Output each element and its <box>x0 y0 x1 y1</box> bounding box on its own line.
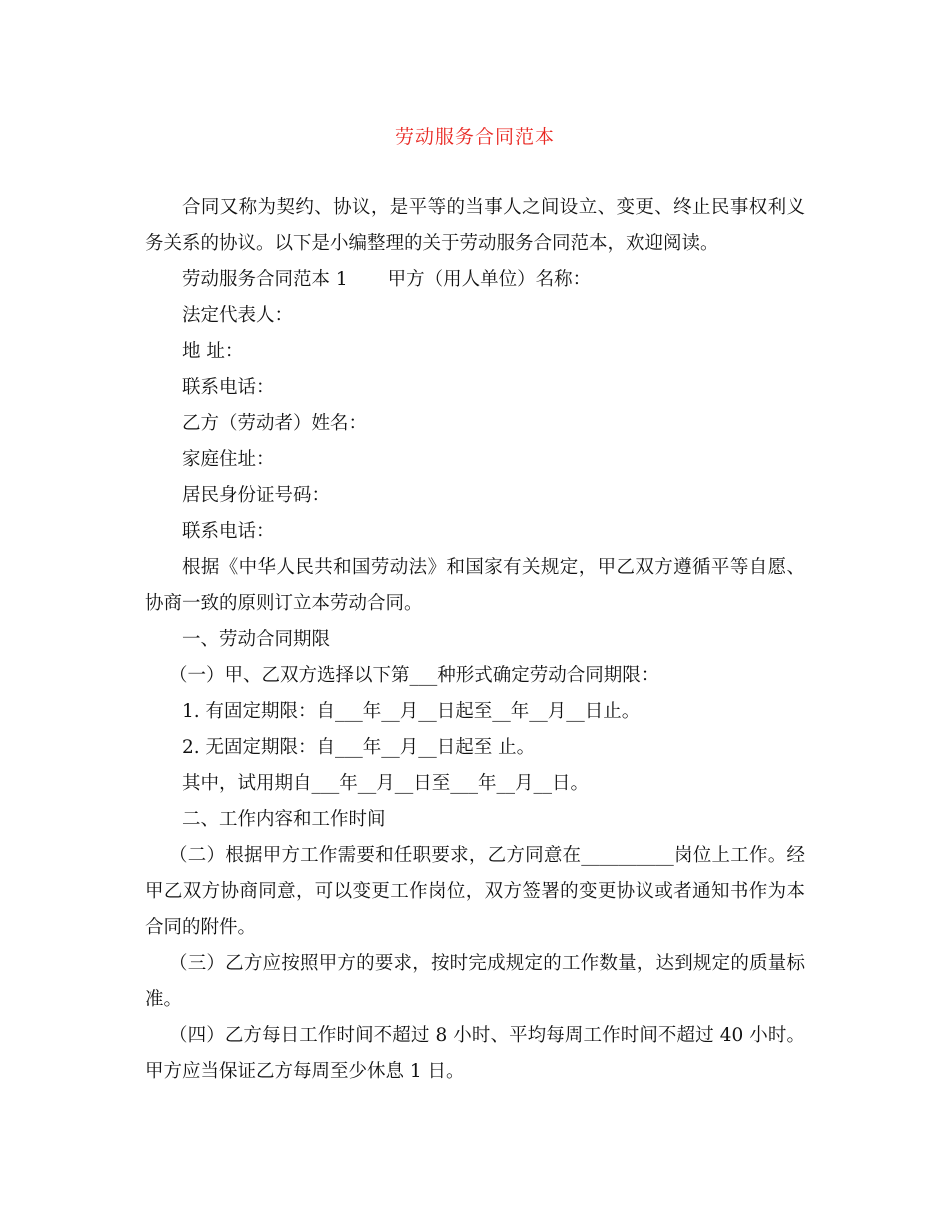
probation-line: 其中，试用期自___年__月__日至___年__月__日。 <box>182 773 590 794</box>
id-number-label: 居民身份证号码： <box>182 485 331 506</box>
legal-rep-label: 法定代表人： <box>182 305 294 326</box>
document-body <box>145 190 805 1090</box>
clause-3: （三）乙方应按照甲方的要求，按时完成规定的工作数量，达到规定的质量标准。 <box>145 953 805 1010</box>
sample-heading: 劳动服务合同范本 1 <box>182 269 348 290</box>
party-a-name-label: 甲方（用人单位）名称： <box>387 269 592 290</box>
option-2: 2. 无固定期限：自___年__月__日起至 止。 <box>182 737 536 758</box>
basis-paragraph: 根据《中华人民共和国劳动法》和国家有关规定，甲乙双方遵循平等自愿、协商一致的原则订立本劳动合同。 <box>145 557 805 614</box>
phone-a-label: 联系电话： <box>182 377 275 398</box>
address-label: 地 址： <box>182 341 244 362</box>
party-b-name-label: 乙方（劳动者）姓名： <box>182 413 368 434</box>
intro-paragraph: 合同又称为契约、协议，是平等的当事人之间设立、变更、终止民事权利义务关系的协议。以下是小编整理的关于劳动服务合同范本，欢迎阅读。 <box>145 197 805 254</box>
clause-2: （二）根据甲方工作需要和任职要求，乙方同意在__________岗位上工作。经甲乙双方协商同意，可以变更工作岗位，双方签署的变更协议或者通知书作为本合同的附件。 <box>145 845 805 938</box>
document-title: 劳动服务合同范本 <box>394 126 555 148</box>
clause-1: （一）甲、乙双方选择以下第___种形式确定劳动合同期限： <box>169 665 660 686</box>
clause-4: （四）乙方每日工作时间不超过 8 小时、平均每周工作时间不超过 40 小时。甲方应当保证乙方每周至少休息 1 日。 <box>145 1025 805 1082</box>
phone-b-label: 联系电话： <box>182 521 275 542</box>
option-1: 1. 有固定期限：自___年__月__日起至__年__月__日止。 <box>182 701 641 722</box>
section-1-heading: 一、劳动合同期限 <box>182 629 331 650</box>
section-2-heading: 二、工作内容和工作时间 <box>182 809 386 830</box>
home-address-label: 家庭住址： <box>182 449 275 470</box>
sample-heading-line <box>145 262 805 298</box>
